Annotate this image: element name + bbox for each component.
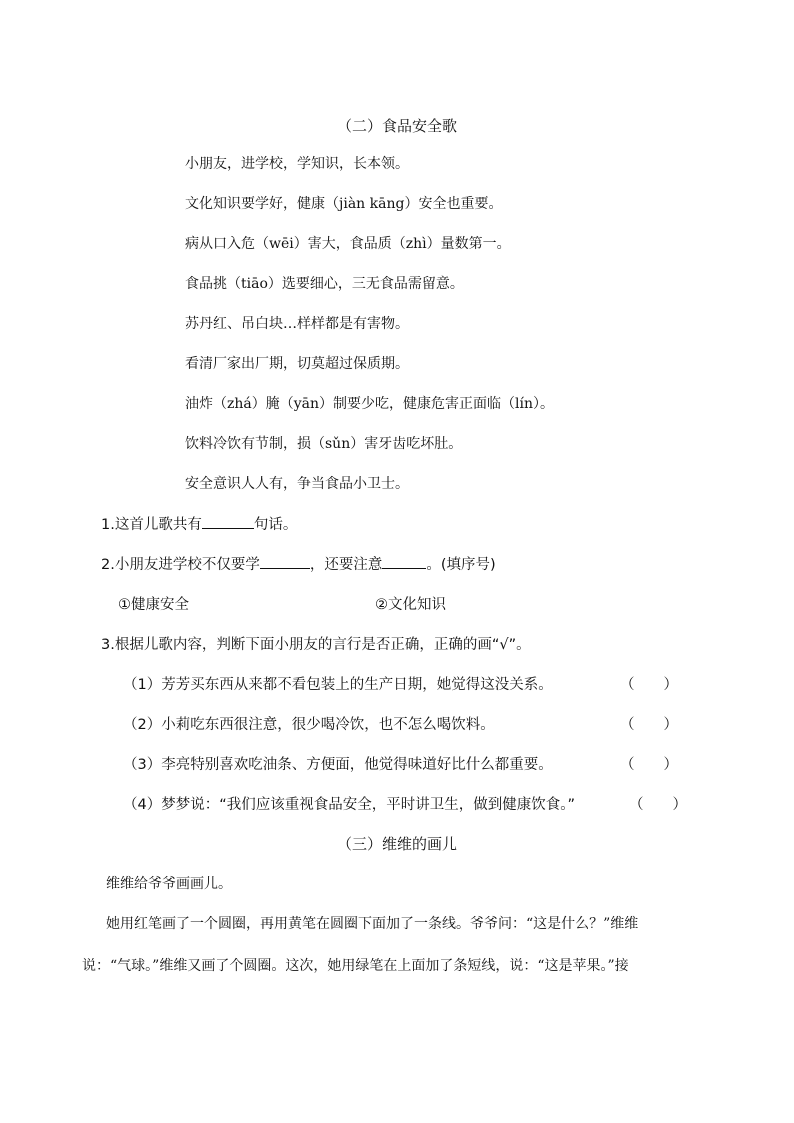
- story-paragraph-1: 维维给爷爷画画儿。: [106, 876, 232, 892]
- story-paragraph-2-line-1: 她用红笔画了一个圆圈，再用黄笔在圆圈下面加了一条线。爷爷问：“这是什么？”维维: [106, 916, 639, 932]
- question-2-text-c: 。(填序号): [426, 557, 496, 573]
- poem-line-1: 小朋友，进学校，学知识，长本领。: [185, 156, 409, 172]
- section-3-title: （三）维维的画儿: [336, 835, 457, 853]
- poem-line-9: 安全意识人人有，争当食品小卫士。: [185, 476, 409, 492]
- question-1-text-before: 1.这首儿歌共有: [101, 517, 202, 533]
- question-3-stem: 3.根据儿歌内容，判断下面小朋友的言行是否正确，正确的画“√”。: [101, 637, 531, 653]
- poem-line-3: 病从口入危（wēi）害大，食品质（zhì）量数第一。: [185, 236, 511, 252]
- question-3-item-3: （3）李亮特别喜欢吃油条、方便面，他觉得味道好比什么都重要。: [123, 757, 553, 773]
- question-3-answer-1[interactable]: （ ）: [620, 677, 678, 693]
- question-2-text-a: 2.小朋友进学校不仅要学: [101, 557, 260, 573]
- section-2-title: （二）食品安全歌: [336, 117, 457, 135]
- question-1: [101, 513, 297, 534]
- poem-line-4: 食品挑（tiāo）选要细心，三无食品需留意。: [185, 276, 464, 292]
- question-3-answer-3[interactable]: （ ）: [620, 757, 678, 773]
- poem-line-5: 苏丹红、吊白块…样样都是有害物。: [185, 316, 409, 332]
- question-2-option-1: ①健康安全: [118, 597, 189, 613]
- question-2-option-2: ②文化知识: [375, 597, 446, 613]
- question-2-text-b: ，还要注意: [309, 557, 383, 573]
- story-paragraph-2-line-2: 说：“气球。”维维又画了个圆圈。这次，她用绿笔在上面加了条短线，说：“这是苹果。”接: [82, 958, 629, 974]
- question-2: [101, 553, 496, 574]
- question-3-item-4: （4）梦梦说：“我们应该重视食品安全，平时讲卫生，做到健康饮食。”: [123, 797, 575, 813]
- question-1-blank[interactable]: [202, 516, 254, 529]
- question-3-item-2: （2）小莉吃东西很注意，很少喝冷饮，也不怎么喝饮料。: [123, 717, 495, 733]
- poem-line-6: 看清厂家出厂期，切莫超过保质期。: [185, 356, 409, 372]
- poem-line-8: 饮料冷饮有节制，损（sǔn）害牙齿吃坏肚。: [185, 436, 463, 452]
- question-2-blank-1[interactable]: [260, 556, 310, 569]
- question-1-text-after: 句话。: [253, 517, 298, 533]
- question-3-answer-2[interactable]: （ ）: [620, 717, 678, 733]
- question-2-blank-2[interactable]: [382, 556, 426, 569]
- poem-line-7: 油炸（zhá）腌（yān）制要少吃，健康危害正面临（lín）。: [185, 396, 554, 412]
- poem-line-2: 文化知识要学好，健康（jiàn kāng）安全也重要。: [185, 196, 503, 212]
- question-3-item-1: （1）芳芳买东西从来都不看包装上的生产日期，她觉得这没关系。: [123, 677, 553, 693]
- question-3-answer-4[interactable]: （ ）: [629, 797, 687, 813]
